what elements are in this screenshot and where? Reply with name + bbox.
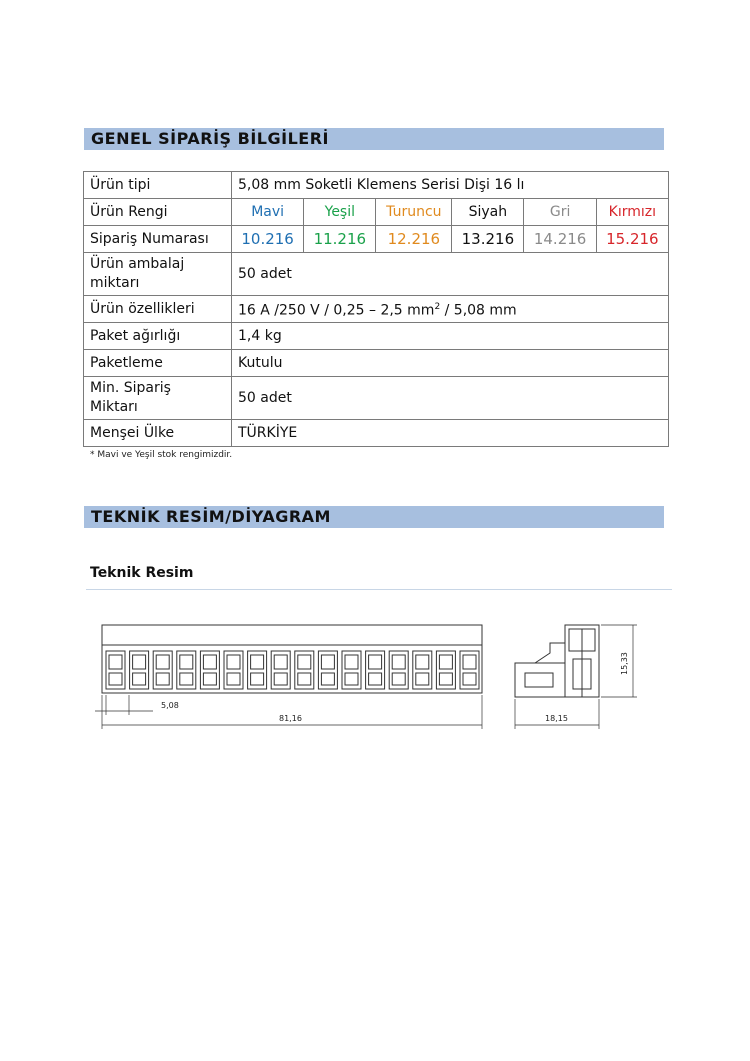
label-features: Ürün özellikleri: [84, 296, 232, 323]
order-number-kirmizi: 15.216: [596, 226, 668, 253]
pin-screw-slot: [227, 673, 240, 685]
pin-screw-slot: [251, 673, 264, 685]
table-row: [84, 420, 669, 447]
value-min-order: 50 adet: [232, 377, 669, 420]
pin-screw-slot: [274, 673, 287, 685]
label-line: Min. Sipariş: [90, 380, 171, 396]
label-packaging: Paketleme: [84, 350, 232, 377]
pin-window: [369, 655, 382, 669]
pin-window: [274, 655, 287, 669]
pin-window: [251, 655, 264, 669]
color-siyah: Siyah: [452, 199, 524, 226]
value-origin: TÜRKİYE: [232, 420, 669, 447]
front-body-outline: [102, 625, 482, 693]
pin-window: [109, 655, 122, 669]
pin-openings: [106, 651, 479, 689]
pin-window: [439, 655, 452, 669]
value-packaging-qty: 50 adet: [232, 253, 669, 296]
dim-depth-label: 18,15: [545, 714, 568, 723]
label-order-number: Sipariş Numarası: [84, 226, 232, 253]
pin-screw-slot: [345, 673, 358, 685]
pin-window: [133, 655, 146, 669]
pin-window: [180, 655, 193, 669]
label-line: Miktarı: [90, 399, 138, 415]
front-view: [102, 625, 482, 693]
technical-drawing: [95, 615, 655, 740]
side-view: [515, 625, 599, 697]
table-row: [84, 323, 669, 350]
table-row: [84, 199, 669, 226]
pin-window: [321, 655, 334, 669]
pin-window: [203, 655, 216, 669]
color-kirmizi: Kırmızı: [596, 199, 668, 226]
pin-window: [156, 655, 169, 669]
dim-pitch-label: 5,08: [161, 701, 179, 710]
value-packaging: Kutulu: [232, 350, 669, 377]
order-number-turuncu: 12.216: [376, 226, 452, 253]
label-line: miktarı: [90, 275, 140, 291]
stock-color-note: * Mavi ve Yeşil stok rengimizdir.: [90, 450, 233, 460]
table-row: [84, 296, 669, 323]
table-row: [84, 253, 669, 296]
order-number-yesil: 11.216: [304, 226, 376, 253]
features-superscript: 2: [434, 301, 441, 312]
divider: [86, 589, 672, 590]
table-row: [84, 172, 669, 199]
side-latch: [535, 643, 565, 663]
general-info-heading: GENEL SİPARİŞ BİLGİLERİ: [84, 128, 664, 150]
pin-screw-slot: [439, 673, 452, 685]
side-dimensions: [515, 625, 637, 729]
color-gri: Gri: [524, 199, 596, 226]
value-package-weight: 1,4 kg: [232, 323, 669, 350]
pin-window: [227, 655, 240, 669]
label-min-order: [84, 377, 232, 420]
label-product-color: Ürün Rengi: [84, 199, 232, 226]
order-number-mavi: 10.216: [232, 226, 304, 253]
pin-screw-slot: [156, 673, 169, 685]
pin-screw-slot: [416, 673, 429, 685]
dim-height-label: 15,33: [620, 652, 629, 675]
order-number-siyah: 13.216: [452, 226, 524, 253]
order-info-table: [83, 171, 669, 447]
side-slot: [525, 673, 553, 687]
label-line: Ürün ambalaj: [90, 256, 185, 272]
label-package-weight: Paket ağırlığı: [84, 323, 232, 350]
pin-window: [392, 655, 405, 669]
pin-screw-slot: [180, 673, 193, 685]
features-text: 16 A /250 V / 0,25 – 2,5 mm: [238, 302, 435, 319]
pin-screw-slot: [203, 673, 216, 685]
features-text-suffix: / 5,08 mm: [440, 302, 517, 319]
label-origin: Menşei Ülke: [84, 420, 232, 447]
pin-screw-slot: [109, 673, 122, 685]
value-features: [232, 296, 669, 323]
table-row: [84, 377, 669, 420]
pin-window: [345, 655, 358, 669]
color-mavi: Mavi: [232, 199, 304, 226]
label-packaging-qty: [84, 253, 232, 296]
pin-window: [416, 655, 429, 669]
pin-screw-slot: [321, 673, 334, 685]
pin-screw-slot: [133, 673, 146, 685]
pin-screw-slot: [298, 673, 311, 685]
pin-screw-slot: [369, 673, 382, 685]
side-base: [515, 663, 565, 697]
color-yesil: Yeşil: [304, 199, 376, 226]
order-number-gri: 14.216: [524, 226, 596, 253]
dim-length-label: 81,16: [279, 714, 302, 723]
technical-drawing-subtitle: Teknik Resim: [90, 565, 194, 581]
front-dimensions: [95, 695, 482, 729]
pin-screw-slot: [392, 673, 405, 685]
pin-window: [298, 655, 311, 669]
table-row: [84, 226, 669, 253]
table-row: [84, 350, 669, 377]
value-product-type: 5,08 mm Soketli Klemens Serisi Dişi 16 lı: [232, 172, 669, 199]
label-product-type: Ürün tipi: [84, 172, 232, 199]
color-turuncu: Turuncu: [376, 199, 452, 226]
pin-screw-slot: [463, 673, 476, 685]
technical-drawing-heading: TEKNİK RESİM/DİYAGRAM: [84, 506, 664, 528]
pin-window: [463, 655, 476, 669]
